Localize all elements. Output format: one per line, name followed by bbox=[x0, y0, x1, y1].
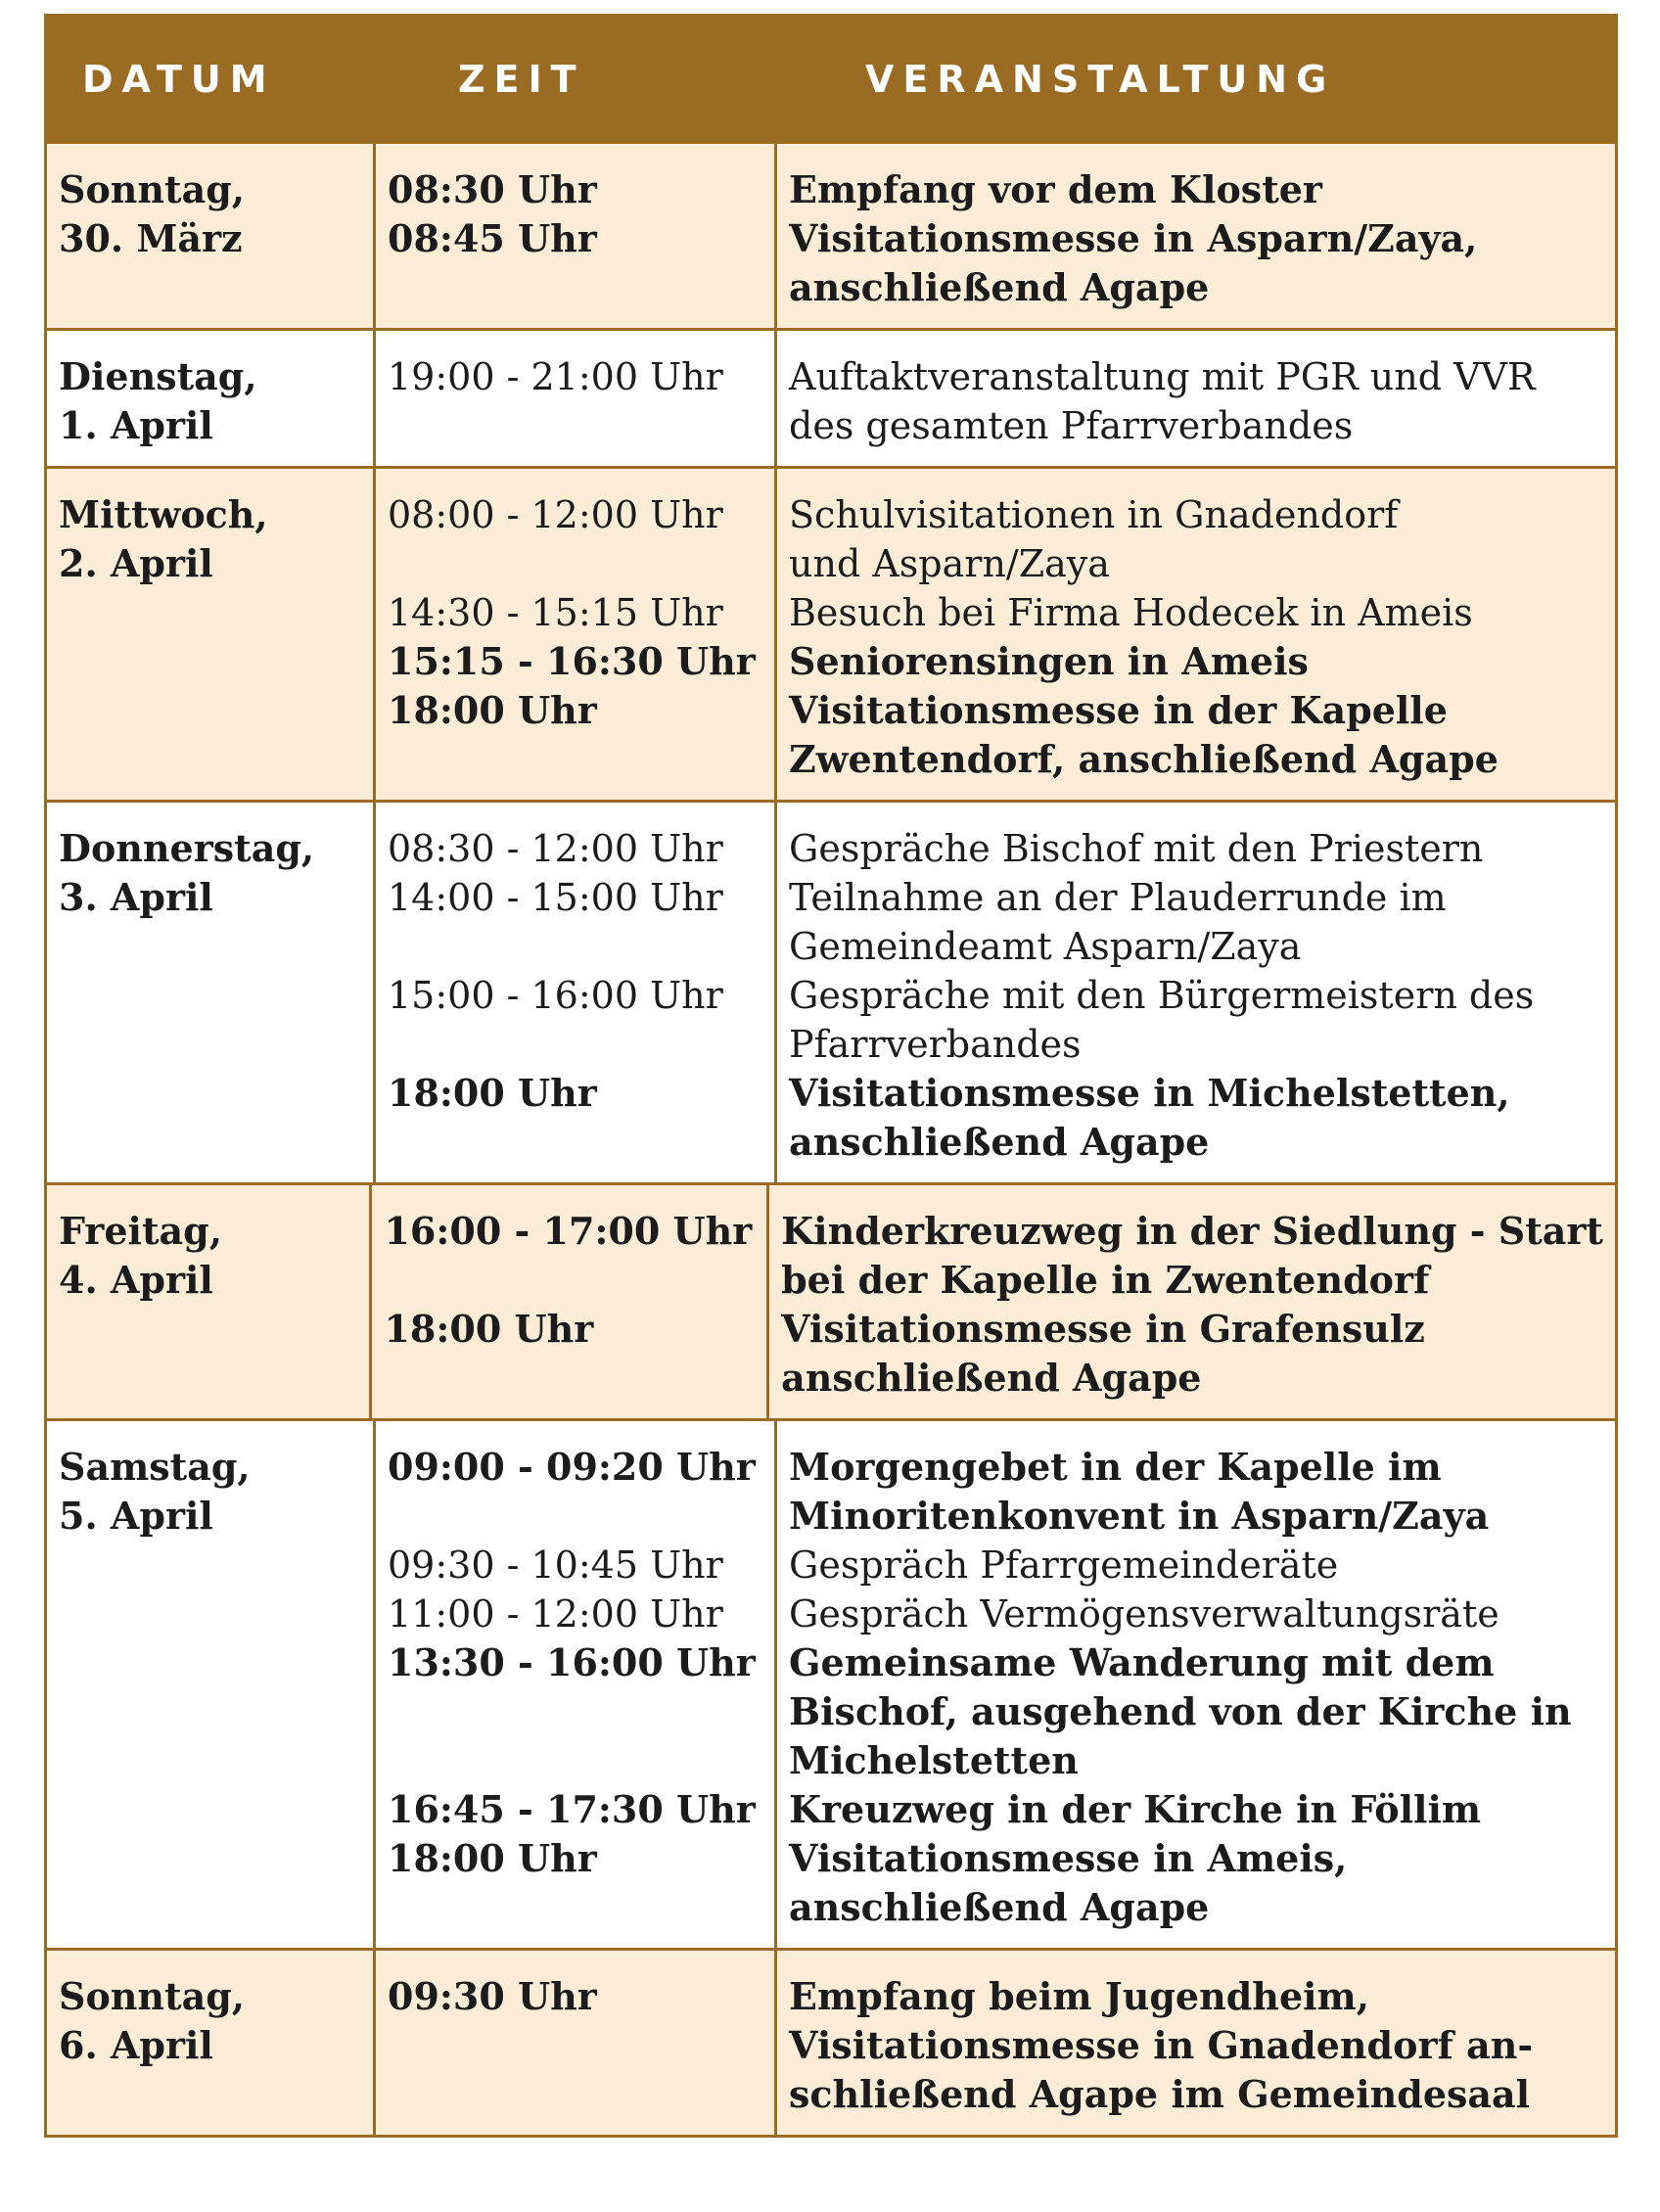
event-cell bbox=[777, 469, 1615, 800]
time-line bbox=[384, 1256, 755, 1305]
time-line: 08:30 - 12:00 Uhr bbox=[388, 827, 723, 870]
schedule-table bbox=[44, 14, 1618, 2138]
time-line: 14:30 - 15:15 Uhr bbox=[388, 591, 723, 634]
date-line: 1. April bbox=[59, 403, 213, 447]
event-line: Schulvisitationen in Gnadendorf bbox=[789, 493, 1399, 536]
date-line: Donnerstag, bbox=[59, 826, 315, 870]
event-line: Gespräch Vermögensverwaltungsräte bbox=[789, 1592, 1499, 1636]
date-line: 4. April bbox=[59, 1258, 213, 1302]
time-line: 08:30 Uhr bbox=[388, 167, 597, 211]
date-cell bbox=[47, 1421, 376, 1948]
time-cell bbox=[376, 1421, 777, 1948]
header-datum: DATUM bbox=[82, 57, 276, 101]
date-cell bbox=[47, 1951, 376, 2135]
time-line: 09:30 Uhr bbox=[388, 1974, 597, 2018]
date-line: 2. April bbox=[59, 541, 213, 585]
event-line: Auftaktveranstaltung mit PGR und VVR bbox=[789, 355, 1536, 398]
event-line: Gespräche mit den Bürgermeistern des bbox=[789, 974, 1535, 1017]
table-header bbox=[47, 17, 1615, 141]
header-veranstaltung: VERANSTALTUNG bbox=[865, 57, 1336, 101]
date-line: Sonntag, bbox=[59, 167, 246, 211]
event-line: Seniorensingen in Ameis bbox=[789, 639, 1309, 683]
time-line: 18:00 Uhr bbox=[384, 1307, 594, 1351]
table-row bbox=[47, 1418, 1615, 1948]
time-line: 08:00 - 12:00 Uhr bbox=[388, 493, 723, 536]
event-line: Visitationsmesse in Ameis, bbox=[789, 1836, 1348, 1880]
time-line: 15:00 - 16:00 Uhr bbox=[388, 974, 723, 1017]
event-line: Morgengebet in der Kapelle im bbox=[789, 1445, 1442, 1489]
event-line: Visitationsmesse in Michelstetten, bbox=[789, 1071, 1510, 1115]
time-line: 09:30 - 10:45 Uhr bbox=[388, 1544, 723, 1587]
event-line: anschließend Agape bbox=[789, 265, 1210, 309]
event-line: Besuch bei Firma Hodecek in Ameis bbox=[789, 591, 1473, 634]
time-line: 08:45 Uhr bbox=[388, 216, 597, 260]
event-line: Visitationsmesse in Grafensulz bbox=[781, 1307, 1425, 1351]
event-cell bbox=[777, 1421, 1615, 1948]
time-cell bbox=[376, 331, 777, 466]
table-row bbox=[47, 466, 1615, 800]
date-line: 5. April bbox=[59, 1494, 213, 1538]
time-cell bbox=[376, 1951, 777, 2135]
table-row bbox=[47, 1948, 1615, 2135]
event-cell bbox=[777, 1951, 1615, 2135]
table-row bbox=[47, 1182, 1615, 1418]
event-line: Pfarrverbandes bbox=[789, 1023, 1082, 1066]
date-cell bbox=[47, 469, 376, 800]
table-row bbox=[47, 800, 1615, 1182]
time-line: 16:45 - 17:30 Uhr bbox=[388, 1787, 756, 1831]
date-line: Samstag, bbox=[59, 1445, 251, 1489]
event-line: Michelstetten bbox=[789, 1738, 1079, 1782]
event-line: Bischof, ausgehend von der Kirche in bbox=[789, 1689, 1572, 1733]
time-line: 19:00 - 21:00 Uhr bbox=[388, 355, 723, 398]
time-line: 18:00 Uhr bbox=[388, 1071, 597, 1115]
header-zeit: ZEIT bbox=[458, 57, 585, 101]
time-line bbox=[388, 1687, 762, 1736]
time-cell bbox=[372, 1185, 769, 1418]
event-cell bbox=[777, 331, 1615, 466]
event-line: Gespräche Bischof mit den Priestern bbox=[789, 827, 1484, 870]
event-line: Minoritenkonvent in Asparn/Zaya bbox=[789, 1494, 1490, 1538]
time-line: 13:30 - 16:00 Uhr bbox=[388, 1640, 756, 1684]
event-line: des gesamten Pfarrverbandes bbox=[789, 404, 1354, 447]
event-line: anschließend Agape bbox=[789, 1885, 1210, 1929]
time-line: 09:00 - 09:20 Uhr bbox=[388, 1445, 756, 1489]
event-line: Kinderkreuzweg in der Siedlung - Start bbox=[781, 1209, 1603, 1253]
date-cell bbox=[47, 1185, 372, 1418]
time-line bbox=[388, 1736, 762, 1785]
table-row bbox=[47, 141, 1615, 328]
event-line: Gemeinsame Wanderung mit dem bbox=[789, 1640, 1495, 1684]
time-line: 18:00 Uhr bbox=[388, 1836, 597, 1880]
time-line bbox=[388, 1020, 762, 1069]
date-cell bbox=[47, 144, 376, 328]
event-line: bei der Kapelle in Zwentendorf bbox=[781, 1258, 1430, 1302]
date-line: Freitag, bbox=[59, 1209, 222, 1253]
time-cell bbox=[376, 144, 777, 328]
event-line: Empfang vor dem Kloster bbox=[789, 167, 1322, 211]
time-line: 15:15 - 16:30 Uhr bbox=[388, 639, 756, 683]
time-line: 16:00 - 17:00 Uhr bbox=[384, 1209, 753, 1253]
event-line: Visitationsmesse in Gnadendorf an- bbox=[789, 2023, 1534, 2067]
date-cell bbox=[47, 803, 376, 1182]
date-line: Mittwoch, bbox=[59, 492, 268, 536]
date-line: Sonntag, bbox=[59, 1974, 246, 2018]
time-line bbox=[388, 539, 762, 588]
event-line: Visitationsmesse in Asparn/Zaya, bbox=[789, 216, 1478, 260]
event-cell bbox=[777, 803, 1615, 1182]
date-line: 6. April bbox=[59, 2023, 213, 2067]
event-line: Empfang beim Jugendheim, bbox=[789, 1974, 1369, 2018]
table-body bbox=[47, 141, 1615, 2135]
event-line: schließend Agape im Gemeindesaal bbox=[789, 2072, 1531, 2116]
event-line: Visitationsmesse in der Kapelle bbox=[789, 688, 1448, 732]
time-line bbox=[388, 1492, 762, 1541]
date-line: 30. März bbox=[59, 216, 243, 260]
date-line: 3. April bbox=[59, 875, 213, 919]
table-row bbox=[47, 328, 1615, 466]
event-line: Gemeindeamt Asparn/Zaya bbox=[789, 925, 1302, 968]
event-line: Zwentendorf, anschließend Agape bbox=[789, 737, 1499, 781]
time-line: 11:00 - 12:00 Uhr bbox=[388, 1592, 723, 1636]
event-cell bbox=[777, 144, 1615, 328]
time-line bbox=[388, 922, 762, 971]
event-cell bbox=[769, 1185, 1615, 1418]
time-line: 14:00 - 15:00 Uhr bbox=[388, 876, 723, 919]
date-cell bbox=[47, 331, 376, 466]
event-line: anschließend Agape bbox=[781, 1356, 1202, 1400]
time-cell bbox=[376, 803, 777, 1182]
event-line: Teilnahme an der Plauderrunde im bbox=[789, 876, 1447, 919]
event-line: Gespräch Pfarrgemeinderäte bbox=[789, 1544, 1339, 1587]
event-line: Kreuzweg in der Kirche in Föllim bbox=[789, 1787, 1482, 1831]
event-line: und Asparn/Zaya bbox=[789, 542, 1110, 585]
date-line: Dienstag, bbox=[59, 354, 257, 398]
time-line: 18:00 Uhr bbox=[388, 688, 597, 732]
time-cell bbox=[376, 469, 777, 800]
event-line: anschließend Agape bbox=[789, 1120, 1210, 1164]
